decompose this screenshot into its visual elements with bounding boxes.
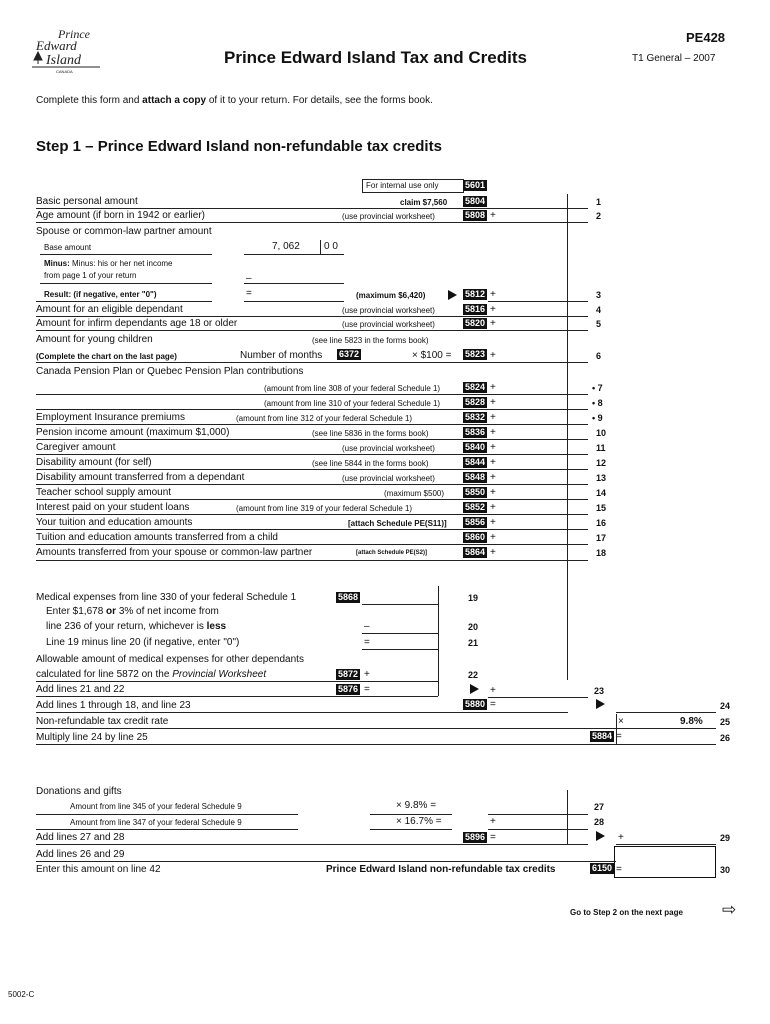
code-5876: 5876 bbox=[338, 684, 359, 694]
medical-line-25: Non-refundable tax credit rate bbox=[36, 716, 169, 727]
code-5850: 5850 bbox=[465, 487, 486, 497]
line-number: 21 bbox=[468, 638, 479, 648]
line-number: 14 bbox=[596, 488, 607, 498]
base-amount-value: 7, 062 bbox=[272, 241, 300, 252]
row-label: Employment Insurance premiums bbox=[36, 412, 185, 423]
row-note: [attach Schedule PE(S2)] bbox=[356, 550, 428, 556]
code-5840: 5840 bbox=[465, 442, 486, 452]
line-number: 19 bbox=[468, 593, 479, 603]
equals-sign: = bbox=[616, 864, 622, 875]
medical-line-19: Medical expenses from line 330 of your federal Schedule 1 bbox=[36, 592, 297, 603]
line-number: 27 bbox=[594, 802, 605, 812]
plus-sign: + bbox=[490, 442, 496, 453]
row-note: (use provincial worksheet) bbox=[342, 212, 435, 221]
row-label: Caregiver amount bbox=[36, 442, 116, 453]
line-number: • 8 bbox=[592, 398, 603, 408]
entry-field-line-2[interactable] bbox=[500, 210, 566, 222]
donations-line-28: Amount from line 347 of your federal Schedule 9 bbox=[70, 818, 242, 827]
arrow-icon bbox=[596, 831, 605, 841]
plus-sign: + bbox=[490, 397, 496, 408]
line-number: 30 bbox=[720, 865, 731, 875]
plus-sign: + bbox=[364, 669, 370, 680]
line-number: 11 bbox=[596, 443, 606, 453]
plus-sign: + bbox=[490, 457, 496, 468]
row-label: Your tuition and education amounts bbox=[36, 517, 193, 528]
step1-title: Step 1 – Prince Edward Island non-refundable tax credits bbox=[36, 138, 442, 155]
row-note: (see line 5823 in the forms book) bbox=[312, 336, 429, 345]
line-number: 18 bbox=[596, 548, 607, 558]
intro-text: Complete this form and attach a copy of it to your return. For details, see the forms book. bbox=[36, 95, 433, 106]
donations-line-27: Amount from line 345 of your federal Schedule 9 bbox=[70, 802, 242, 811]
plus-sign: + bbox=[490, 547, 496, 558]
base-amount-cents: 0 0 bbox=[324, 241, 338, 252]
code-5884: 5884 bbox=[592, 731, 613, 741]
line-number: 2 bbox=[596, 211, 602, 221]
line-number: 24 bbox=[720, 701, 731, 711]
code-5812: 5812 bbox=[465, 289, 486, 299]
total-credits-label: Prince Edward Island non-refundable tax credits bbox=[326, 864, 556, 875]
code-5880: 5880 bbox=[465, 699, 486, 709]
code-5601: 5601 bbox=[465, 180, 486, 190]
equals-sign: = bbox=[246, 288, 252, 299]
plus-sign: + bbox=[490, 382, 496, 393]
medical-line-22a: Allowable amount of medical expenses for other dependants bbox=[36, 654, 304, 665]
row-label: Amount for an eligible dependant bbox=[36, 304, 183, 315]
line-number: 28 bbox=[594, 817, 605, 827]
row-note: (use provincial worksheet) bbox=[342, 306, 435, 315]
code-5856: 5856 bbox=[465, 517, 486, 527]
code-5844: 5844 bbox=[465, 457, 486, 467]
code-6372: 6372 bbox=[339, 349, 360, 359]
line-number: 13 bbox=[596, 473, 607, 483]
code-5896: 5896 bbox=[465, 832, 486, 842]
minus-sign: – bbox=[364, 621, 370, 632]
row-label: Canada Pension Plan or Quebec Pension Plan contributions bbox=[36, 366, 304, 377]
medical-line-24: Add lines 1 through 18, and line 23 bbox=[36, 700, 191, 711]
plus-sign: + bbox=[490, 304, 496, 315]
row-note: (amount from line 310 of your federal Schedule 1) bbox=[264, 399, 441, 408]
form-footer-code: 5002-C bbox=[8, 990, 35, 999]
svg-text:Edward: Edward bbox=[36, 38, 77, 53]
line-number: 5 bbox=[596, 319, 602, 329]
line-number: 1 bbox=[596, 197, 602, 207]
internal-use-label: For internal use only bbox=[366, 181, 439, 190]
medical-line-21: Line 19 minus line 20 (if negative, enter "0") bbox=[46, 637, 240, 648]
plus-sign: + bbox=[490, 210, 496, 221]
medical-line-20b: line 236 of your return, whichever is less bbox=[46, 621, 227, 632]
plus-sign: + bbox=[490, 517, 496, 528]
line-number: 15 bbox=[596, 503, 607, 513]
code-5836: 5836 bbox=[465, 427, 486, 437]
plus-sign: + bbox=[490, 502, 496, 513]
form-subtitle: T1 General – 2007 bbox=[632, 53, 716, 64]
code-5848: 5848 bbox=[465, 472, 486, 482]
donations-line-30a: Add lines 26 and 29 bbox=[36, 849, 125, 860]
row-label: Tuition and education amounts transferred from a child bbox=[36, 532, 278, 543]
line-number: 25 bbox=[720, 717, 731, 727]
pei-logo bbox=[28, 24, 110, 74]
months-label: Number of months bbox=[240, 350, 323, 361]
row-note: (see line 5844 in the forms book) bbox=[312, 459, 429, 468]
plus-sign: + bbox=[490, 318, 496, 329]
plus-sign: + bbox=[490, 350, 496, 361]
line-number: 6 bbox=[596, 351, 602, 361]
row-label: from page 1 of your return bbox=[44, 271, 137, 280]
code-5808: 5808 bbox=[465, 210, 486, 220]
equals-sign: = bbox=[364, 684, 370, 695]
code-5823: 5823 bbox=[465, 349, 486, 359]
svg-text:Island: Island bbox=[46, 53, 81, 68]
row-label: Amounts transferred from your spouse or common-law partner bbox=[36, 547, 313, 558]
row-label: Result: (if negative, enter "0") bbox=[44, 290, 157, 299]
donations-line-30b: Enter this amount on line 42 bbox=[36, 864, 161, 875]
line-number: 12 bbox=[596, 458, 607, 468]
row-note: claim $7,560 bbox=[400, 198, 448, 207]
row-note: (use provincial worksheet) bbox=[342, 320, 435, 329]
plus-sign: + bbox=[490, 427, 496, 438]
line-number: • 7 bbox=[592, 383, 603, 393]
tax-rate: 9.8% bbox=[680, 716, 703, 727]
row-note: [attach Schedule PE(S11)] bbox=[348, 519, 447, 528]
line-number: 29 bbox=[720, 833, 731, 843]
line-number: 20 bbox=[468, 622, 479, 632]
medical-line-23: Add lines 21 and 22 bbox=[36, 684, 125, 695]
arrow-icon bbox=[470, 684, 479, 694]
plus-sign: + bbox=[490, 412, 496, 423]
code-5828: 5828 bbox=[465, 397, 486, 407]
line-number: 16 bbox=[596, 518, 607, 528]
arrow-icon bbox=[596, 699, 605, 709]
plus-sign: + bbox=[490, 816, 496, 827]
code-5864: 5864 bbox=[465, 547, 486, 557]
entry-field-line-1[interactable] bbox=[492, 196, 566, 208]
plus-sign: + bbox=[490, 685, 496, 696]
total-credits-box[interactable] bbox=[614, 846, 716, 878]
row-note: (use provincial worksheet) bbox=[342, 474, 435, 483]
row-label: Minus: Minus: his or her net income bbox=[44, 259, 173, 268]
times-sign: × bbox=[618, 716, 624, 727]
code-5852: 5852 bbox=[465, 502, 486, 512]
plus-sign: + bbox=[490, 532, 496, 543]
row-label: Age amount (if born in 1942 or earlier) bbox=[36, 210, 205, 221]
next-page-note: Go to Step 2 on the next page bbox=[570, 908, 683, 917]
row-label: Base amount bbox=[44, 243, 92, 252]
equals-sign: = bbox=[364, 637, 370, 648]
svg-text:Prince: Prince bbox=[58, 27, 90, 41]
row-note: (use provincial worksheet) bbox=[342, 444, 435, 453]
code-5868: 5868 bbox=[338, 592, 359, 602]
code-5872: 5872 bbox=[338, 669, 359, 679]
svg-text:CANADA: CANADA bbox=[56, 69, 73, 74]
line-number: 10 bbox=[596, 428, 607, 438]
arrow-icon bbox=[448, 290, 457, 300]
row-note: (amount from line 319 of your federal Schedule 1) bbox=[236, 504, 413, 513]
code-5820: 5820 bbox=[465, 318, 486, 328]
line-number: 3 bbox=[596, 290, 602, 300]
row-label: Interest paid on your student loans bbox=[36, 502, 190, 513]
row-label: Amount for young children bbox=[36, 334, 153, 345]
minus-sign: – bbox=[246, 273, 252, 284]
row-note: (maximum $6,420) bbox=[356, 291, 426, 300]
calc-27: × 9.8% = bbox=[396, 800, 437, 811]
code-5816: 5816 bbox=[465, 304, 486, 314]
months-field[interactable] bbox=[366, 349, 406, 361]
medical-line-22b: calculated for line 5872 on the Provincial Worksheet bbox=[36, 669, 267, 680]
equals-sign: = bbox=[490, 699, 496, 710]
plus-sign: + bbox=[490, 472, 496, 483]
line-number: 22 bbox=[468, 670, 479, 680]
code-5860: 5860 bbox=[465, 532, 486, 542]
donations-line-29: Add lines 27 and 28 bbox=[36, 832, 125, 843]
months-calc: × $100 = bbox=[412, 350, 452, 361]
line-number: 26 bbox=[720, 733, 731, 743]
equals-sign: = bbox=[616, 731, 622, 742]
plus-sign: + bbox=[618, 832, 624, 843]
row-label: Disability amount transferred from a dependant bbox=[36, 472, 245, 483]
row-note: (see line 5836 in the forms book) bbox=[312, 429, 429, 438]
line-number: 4 bbox=[596, 305, 602, 315]
row-label: Spouse or common-law partner amount bbox=[36, 226, 212, 237]
donations-title: Donations and gifts bbox=[36, 786, 122, 797]
calc-28: × 16.7% = bbox=[396, 816, 442, 827]
line-number: 17 bbox=[596, 533, 607, 543]
row-label: Amount for infirm dependants age 18 or older bbox=[36, 318, 238, 329]
entry-field-spouse-income[interactable] bbox=[256, 270, 318, 282]
code-5804: 5804 bbox=[465, 196, 486, 206]
code-5832: 5832 bbox=[465, 412, 486, 422]
row-note: (amount from line 312 of your federal Schedule 1) bbox=[236, 414, 413, 423]
plus-sign: + bbox=[490, 289, 496, 300]
medical-line-20a: Enter $1,678 or 3% of net income from bbox=[46, 606, 219, 617]
line-number: 23 bbox=[594, 686, 605, 696]
equals-sign: = bbox=[490, 832, 496, 843]
row-note: (amount from line 308 of your federal Schedule 1) bbox=[264, 384, 441, 393]
row-label: Pension income amount (maximum $1,000) bbox=[36, 427, 230, 438]
code-5824: 5824 bbox=[465, 382, 486, 392]
row-note: (maximum $500) bbox=[384, 489, 445, 498]
line-number: • 9 bbox=[592, 413, 603, 423]
row-label: (Complete the chart on the last page) bbox=[36, 352, 177, 361]
row-label: Disability amount (for self) bbox=[36, 457, 152, 468]
form-code: PE428 bbox=[686, 30, 726, 45]
row-label: Basic personal amount bbox=[36, 196, 138, 207]
arrow-right-icon: ⇨ bbox=[722, 900, 737, 919]
row-label: Teacher school supply amount bbox=[36, 487, 172, 498]
plus-sign: + bbox=[490, 487, 496, 498]
form-title: Prince Edward Island Tax and Credits bbox=[224, 48, 527, 67]
code-6150: 6150 bbox=[592, 863, 613, 873]
medical-line-26: Multiply line 24 by line 25 bbox=[36, 732, 148, 743]
